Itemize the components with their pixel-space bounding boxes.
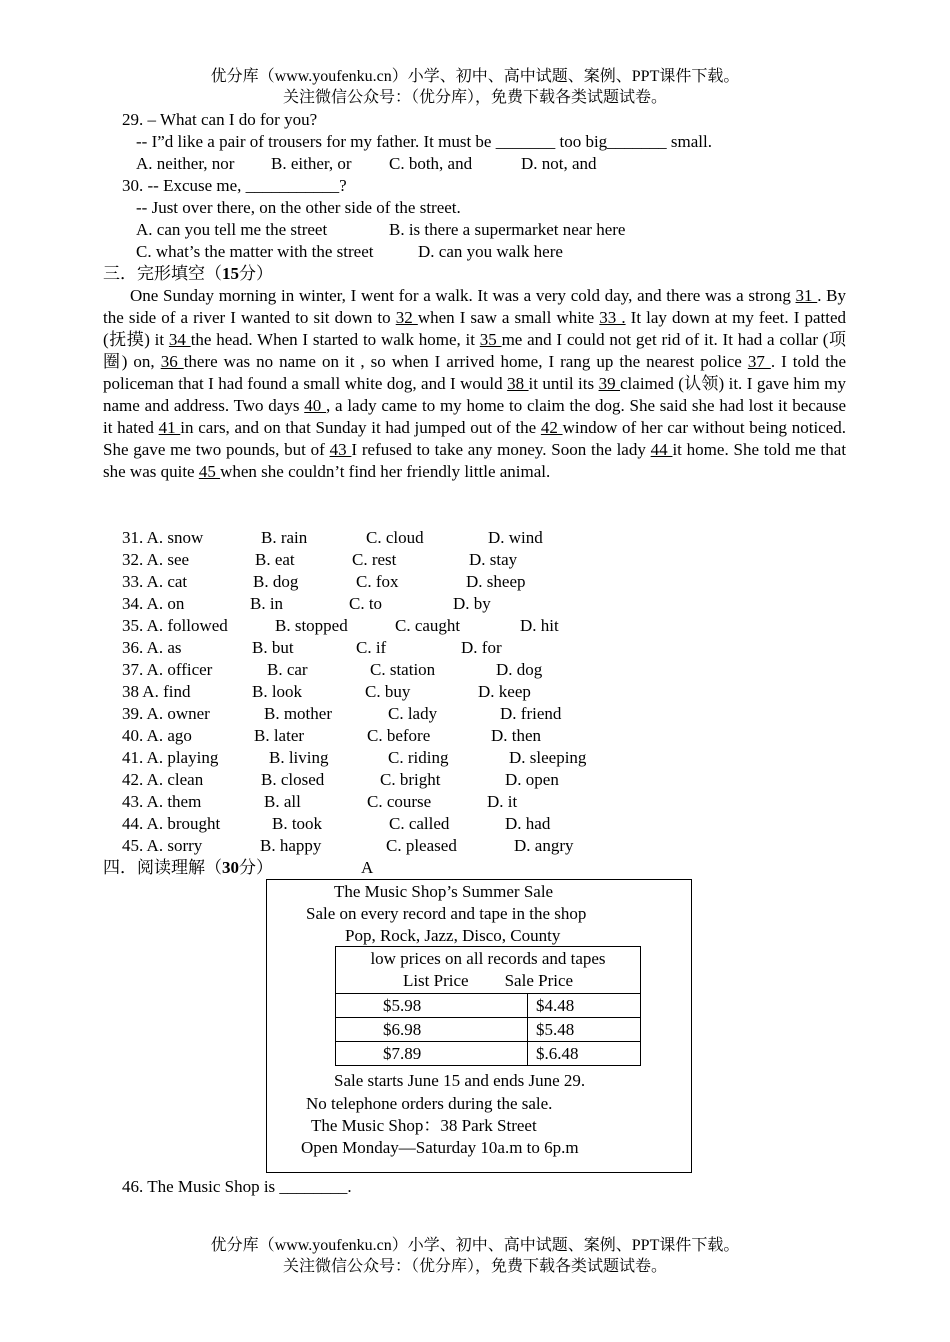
sale-price-cell: $4.48: [528, 994, 641, 1018]
question-35-d: D. hit: [520, 616, 559, 635]
section3-title: [103, 263, 273, 285]
question-33: 33. A. cat: [122, 572, 188, 591]
ad-line-2: Sale on every record and tape in the shop: [306, 904, 587, 923]
page-header: [0, 66, 950, 108]
section4-label: A: [361, 858, 374, 877]
blank-42: 42: [540, 418, 563, 437]
question-33-c: C. fox: [356, 572, 399, 591]
passage-text: claimed (认领) it. I gave him my name and address. Two days: [103, 374, 847, 415]
question-42-c: C. bright: [380, 770, 441, 789]
q30-option-a: A. can you tell me the street: [136, 220, 328, 239]
section4-title: [103, 857, 273, 879]
question-36-c: C. if: [356, 638, 387, 657]
question-41: 41. A. playing: [122, 748, 219, 767]
q30-option-b: B. is there a supermarket near here: [389, 220, 626, 239]
question-44-c: C. called: [389, 814, 450, 833]
list-price-header: List Price: [402, 971, 469, 990]
ad-line-7: Open Monday—Saturday 10a.m to 6p.m: [301, 1138, 579, 1157]
footer-line-2: 关注微信公众号：（优分库），免费下载各类试题试卷。: [282, 1258, 667, 1275]
section4-score: 30: [222, 858, 239, 877]
q29-option-a: A. neither, nor: [136, 154, 235, 173]
ad-line-5: No telephone orders during the sale.: [306, 1094, 553, 1113]
passage-text: One Sunday morning in winter, I went for a walk. It was a very cold day, and there was a strong: [130, 286, 796, 305]
cloze-passage: [103, 285, 846, 483]
question-43-b: B. all: [264, 792, 301, 811]
question-44-d: D. had: [505, 814, 551, 833]
question-40-b: B. later: [254, 726, 305, 745]
price-row: [336, 1018, 641, 1042]
question-45-c: C. pleased: [386, 836, 457, 855]
blank-33: 33 .: [599, 308, 626, 327]
section3-title-text: 三．完形填空（: [103, 264, 222, 283]
question-42-b: B. closed: [261, 770, 325, 789]
question-43-c: C. course: [367, 792, 432, 811]
header-line-1: 优分库（www.youfenku.cn）小学、初中、高中试题、案例、PPT课件下载。: [210, 68, 740, 85]
question-36-b: B. but: [252, 638, 294, 657]
q46-stem: 46. The Music Shop is ________.: [122, 1177, 352, 1196]
blank-36: 36: [160, 352, 184, 371]
q29-option-c: C. both, and: [389, 154, 473, 173]
question-39-b: B. mother: [264, 704, 332, 723]
blank-43: 43: [329, 440, 352, 459]
list-price-cell: $6.98: [336, 1018, 528, 1042]
q30-dialog: -- Just over there, on the other side of the street.: [136, 198, 461, 217]
passage-text: it until its: [528, 374, 599, 393]
passage-text: I refused to take any money. Soon the lady: [351, 440, 651, 459]
passage-text: the head. When I started to walk home, it: [190, 330, 480, 349]
question-33-d: D. sheep: [466, 572, 526, 591]
blank-45: 45: [198, 462, 221, 481]
price-table-columns: [336, 970, 640, 992]
q30-option-d: D. can you walk here: [418, 242, 563, 261]
list-price-cell: $5.98: [336, 994, 528, 1018]
passage-text: window of her car without being noticed. She gave me two pounds, but of: [103, 418, 847, 459]
question-41-b: B. living: [269, 748, 329, 767]
question-34-d: D. by: [453, 594, 491, 613]
passage-text: in cars, and on that Sunday it had jumped out of the: [180, 418, 541, 437]
price-table-header-cell: [336, 947, 641, 994]
question-35-b: B. stopped: [275, 616, 348, 635]
price-table-title: low prices on all records and tapes: [370, 949, 606, 968]
question-35: 35. A. followed: [122, 616, 228, 635]
passage-text: me and I could not get rid of it. It had a collar (项圈) on,: [103, 330, 846, 371]
blank-35: 35: [479, 330, 502, 349]
q29-option-d: D. not, and: [521, 154, 597, 173]
passage-text: , a lady came to my home to claim the dog. She said she had lost it because it hated: [103, 396, 846, 437]
ad-line-3: Pop, Rock, Jazz, Disco, County: [345, 926, 561, 945]
question-45-b: B. happy: [260, 836, 322, 855]
q30-stem: 30. -- Excuse me, ___________?: [122, 176, 347, 195]
section3-score: 15: [222, 264, 239, 283]
price-table: [335, 946, 641, 1066]
passage-text: when I saw a small white: [417, 308, 600, 327]
question-31-b: B. rain: [261, 528, 308, 547]
page-footer: [0, 1235, 950, 1277]
question-43-d: D. it: [487, 792, 518, 811]
sale-price-cell: $.6.48: [528, 1042, 641, 1066]
q30-option-c: C. what’s the matter with the street: [136, 242, 374, 261]
question-40-d: D. then: [491, 726, 542, 745]
blank-32: 32: [395, 308, 418, 327]
blank-41: 41: [158, 418, 181, 437]
question-34-b: B. in: [250, 594, 284, 613]
section3-title-end: 分）: [239, 264, 273, 283]
question-39: 39. A. owner: [122, 704, 210, 723]
blank-34: 34: [168, 330, 191, 349]
question-37-b: B. car: [267, 660, 308, 679]
footer-line-1: 优分库（www.youfenku.cn）小学、初中、高中试题、案例、PPT课件下载。: [210, 1237, 740, 1254]
question-37: 37. A. officer: [122, 660, 213, 679]
price-row: [336, 1042, 641, 1066]
ad-line-6: The Music Shop：38 Park Street: [311, 1116, 537, 1135]
blank-37: 37: [747, 352, 771, 371]
question-32: 32. A. see: [122, 550, 190, 569]
passage-text: It lay down at my feet. I patted (抚摸) it: [103, 308, 846, 349]
question-42-d: D. open: [505, 770, 559, 789]
question-41-d: D. sleeping: [509, 748, 587, 767]
passage-text: when she couldn’t find her friendly little animal.: [220, 462, 551, 481]
question-38: 38 A. find: [122, 682, 191, 701]
section4-title-text: 四．阅读理解（: [103, 858, 222, 877]
price-row: [336, 994, 641, 1018]
passage-text: . I told the policeman that I had found a small white dog, and I would: [103, 352, 846, 393]
question-36-d: D. for: [461, 638, 502, 657]
question-32-b: B. eat: [255, 550, 295, 569]
question-42: 42. A. clean: [122, 770, 204, 789]
question-45: 45. A. sorry: [122, 836, 203, 855]
question-31-d: D. wind: [488, 528, 543, 547]
passage-text: it home. She told me that she was quite: [103, 440, 847, 481]
list-price-cell: $7.89: [336, 1042, 528, 1066]
question-40-c: C. before: [367, 726, 431, 745]
q29-stem: 29. – What can I do for you?: [122, 110, 318, 129]
question-35-c: C. caught: [395, 616, 461, 635]
question-31: 31. A. snow: [122, 528, 204, 547]
question-32-d: D. stay: [469, 550, 518, 569]
sale-price-cell: $5.48: [528, 1018, 641, 1042]
header-line-2: 关注微信公众号：（优分库），免费下载各类试题试卷。: [282, 89, 667, 106]
question-37-c: C. station: [370, 660, 436, 679]
ad-line-4: Sale starts June 15 and ends June 29.: [334, 1071, 586, 1090]
question-43: 43. A. them: [122, 792, 202, 811]
passage-text: there was no name on it , so when I arrived home, I rang up the nearest police: [183, 352, 748, 371]
question-44-b: B. took: [272, 814, 323, 833]
question-38-c: C. buy: [365, 682, 411, 701]
section4-title-end: 分）: [239, 858, 273, 877]
question-39-d: D. friend: [500, 704, 562, 723]
blank-38: 38: [507, 374, 529, 393]
question-38-d: D. keep: [478, 682, 531, 701]
question-34: 34. A. on: [122, 594, 185, 613]
sale-price-header: Sale Price: [504, 971, 574, 990]
blank-39: 39: [598, 374, 621, 393]
question-40: 40. A. ago: [122, 726, 192, 745]
passage-text: . By the side of a river I wanted to sit down to: [103, 286, 847, 327]
question-34-c: C. to: [349, 594, 383, 613]
question-39-c: C. lady: [388, 704, 438, 723]
question-38-b: B. look: [252, 682, 303, 701]
question-45-d: D. angry: [514, 836, 574, 855]
question-41-c: C. riding: [388, 748, 449, 767]
question-31-c: C. cloud: [366, 528, 424, 547]
blank-31: 31: [795, 286, 818, 305]
ad-title: The Music Shop’s Summer Sale: [334, 882, 554, 901]
question-44: 44. A. brought: [122, 814, 221, 833]
blank-40: 40: [304, 396, 326, 415]
q29-dialog: -- I”d like a pair of trousers for my father. It must be _______ too big_______ small.: [136, 132, 712, 151]
price-table-header: [336, 947, 641, 994]
q29-option-b: B. either, or: [271, 154, 352, 173]
question-37-d: D. dog: [496, 660, 543, 679]
blank-44: 44: [650, 440, 673, 459]
question-32-c: C. rest: [352, 550, 397, 569]
question-33-b: B. dog: [253, 572, 299, 591]
question-36: 36. A. as: [122, 638, 182, 657]
